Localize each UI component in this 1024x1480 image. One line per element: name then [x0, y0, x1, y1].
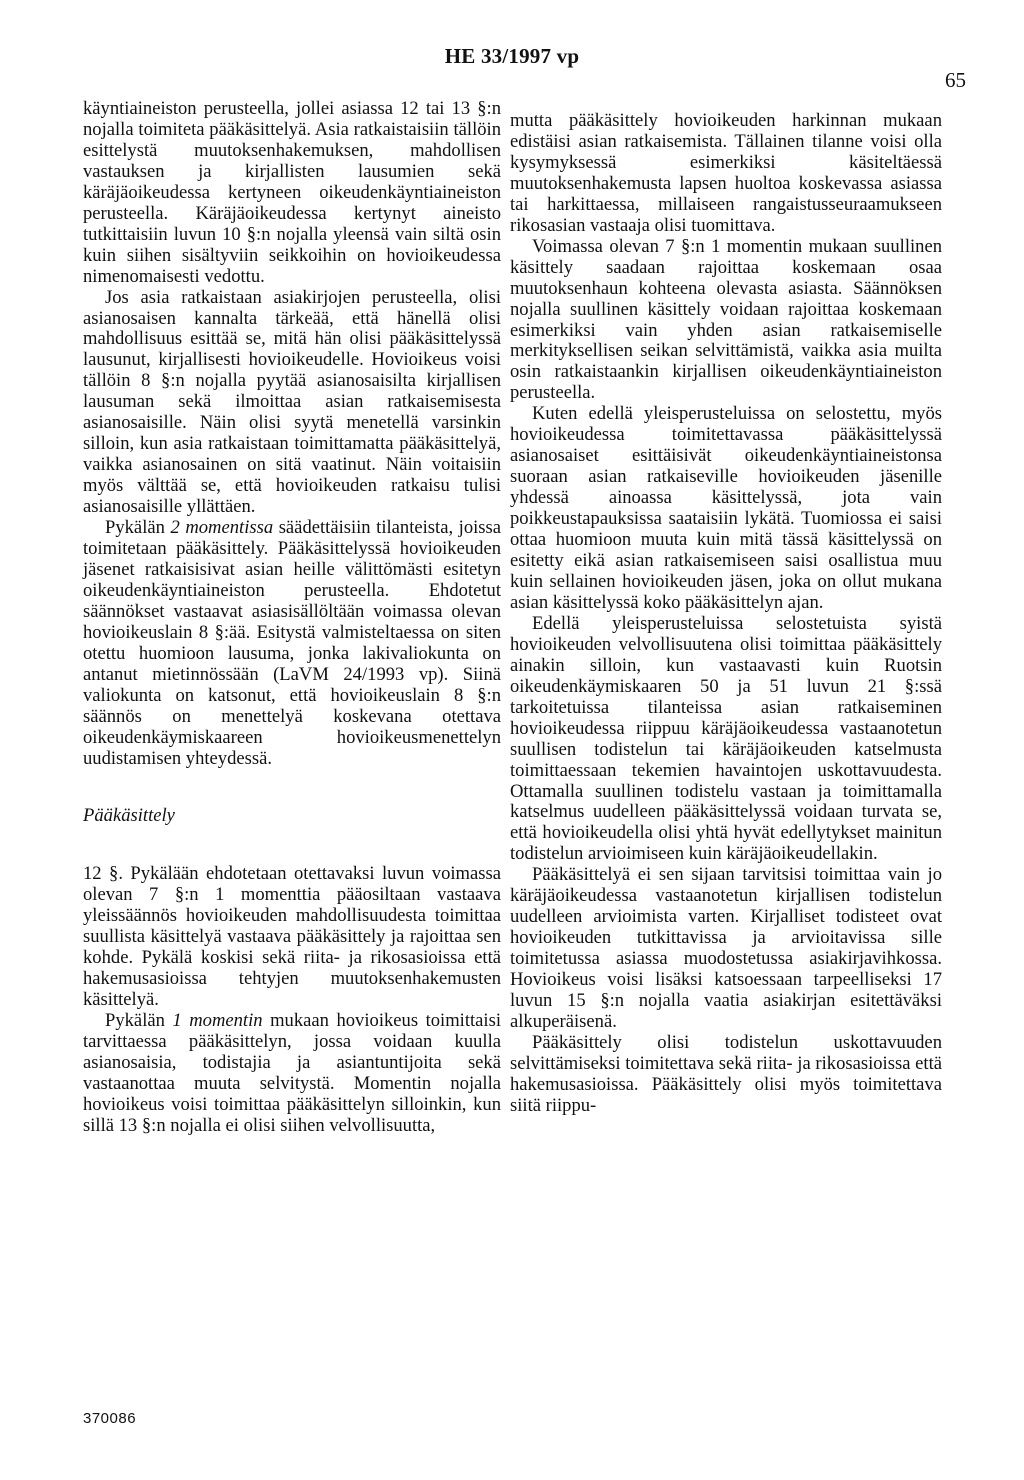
paragraph	[83, 1011, 501, 1137]
page-number: 65	[945, 68, 966, 92]
paragraph: Kuten edellä yleisperusteluissa on selostettu, myös hovioikeudessa toimitettavassa pääkäsittelyssä asianosaiset esittäisivät oikeudenkäyntiaineistonsa suoraan asian ratkaiseville hovioikeuden jäsenille yhdessä ainoassa käsittelyssä, jota vain poikkeustapauksissa saataisiin lykätä. Tuomiossa ei saisi ottaa huomioon muuta kuin mitä tässä käsittelyssä on esitetty eikä asian ratkaisemiseen saisi osallistua muu kuin sellainen hovioikeuden jäsen, joka on ollut mukana asian käsittelyssä koko pääkäsittelyn ajan.	[510, 403, 942, 613]
paragraph: Voimassa olevan 7 §:n 1 momentin mukaan suullinen käsittely saadaan rajoittaa koskemaan osaa muutoksenhaun kohteena olevasta asiasta. Säännöksen nojalla suullinen käsittely voidaan rajoittaa koskemaan esimerkiksi vain yhden asian ratkaisemiselle merkityksellisen seikan selvittämistä, vaikka asia muilta osin ratkaistaankin kirjallisen oikeudenkäyntiaineiston perusteella.	[510, 235, 942, 404]
paragraph	[83, 518, 501, 769]
paragraph: Jos asia ratkaistaan asiakirjojen perusteella, olisi asianosaisen kannalta tärkeää, että hänellä olisi mahdollisuus esittää se, mitä hän olisi pääkäsittelyssä lausunut, kirjallisesti hovioikeudelle. Hovioikeus voisi tällöin 8 §:n nojalla pyytää asianosaisilta kirjallisen lausuman sekä ilmoittaa asian ratkaisemisesta asianosaisille. Näin olisi syytä menetellä varsinkin silloin, kun asia ratkaistaan toimittamatta pääkäsittelyä, vaikka asianosainen on sitä vaatinut. Näin voitaisiin myös välttää se, että hovioikeuden ratkaisu tulisi asianosaisille yllättäen.	[83, 286, 501, 518]
emphasized-reference: 2 momentissa	[170, 517, 274, 539]
paragraph-text: säädettäisiin tilanteista, joissa toimitetaan pääkäsittely. Pääkäsittelyssä hovioikeuden jäsenet ratkaisisivat asian heille välittömästi esitetyn oikeudenkäyntiaineiston perusteella. Ehdotetut säännökset vastaavat asiasisällöltään voimassa olevan hovioikeuslain 8 §:ää. Esitystä valmisteltaessa on siten otettu huomioon lausuma, jonka lakivaliokunta on antanut mietinnössään (LaVM 24/1993 vp). Siinä valiokunta on katsonut, että hovioikeuslain 8 §:n säännös on menettelyä koskevana otettava oikeudenkäymiskaareen hovioikeusmenettelyn uudistamisen yhteydessä.	[83, 517, 502, 769]
paragraph-text: mukaan hovioikeus toimittaisi tarvittaessa pääkäsittelyn, jossa voidaan kuulla asianosaisia, todistajia ja asiantuntijoita sekä vastaanottaa muuta selvitystä. Momentin nojalla hovioikeus voisi toimittaa pääkäsittelyn silloinkin, kun sillä 13 §:n nojalla ei olisi siihen velvollisuutta,	[83, 1010, 501, 1136]
paragraph: käyntiaineiston perusteella, jollei asiassa 12 tai 13 §:n nojalla toimiteta pääkäsittelyä. Asia ratkaistaisiin tällöin esittelystä muutoksenhakemuksen, mahdollisen vastauksen ja kirjallisten lausumien sekä käräjäoikeudessa kertyneen oikeudenkäyntiaineiston perusteella. Käräjäoikeudessa kertynyt aineisto tutkittaisiin luvun 10 §:n nojalla yleensä vain siltä osin kuin siihen sisältyviin seikkoihin on hovioikeudessa nimenomaisesti vedottu.	[83, 98, 501, 287]
paragraph: Pääkäsittelyä ei sen sijaan tarvitsisi toimittaa vain jo käräjäoikeudessa vastaanotetun kirjallisen todistelun uudelleen arvioimista varten. Kirjalliset todisteet ovat hovioikeuden tutkittavissa ja arvioitavissa sille toimitetussa asiassa muodostetussa asiakirjavihkossa. Hovioikeus voisi lisäksi katsoessaan tarpeelliseksi 17 luvun 15 §:n nojalla vaatia asiakirjan esitettäväksi alkuperäisenä.	[510, 864, 942, 1032]
paragraph-text: Pykälän	[105, 1010, 173, 1032]
paragraph-text: Pykälän	[105, 517, 171, 539]
document-header-title: HE 33/1997 vp	[444, 44, 580, 68]
paragraph: Edellä yleisperusteluissa selostetuista syistä hovioikeuden velvollisuutena olisi toimittaa pääkäsittely ainakin silloin, kun vastaavasti kuin Ruotsin oikeudenkäymiskaaren 50 ja 51 luvun 21 §:ssä tarkoitetuissa tilanteissa asian ratkaiseminen hovioikeudessa riippuu käräjäoikeudessa vastaanotetun suullisen todistelun tai käräjäoikeuden katselmusta toimittaessaan tekemien havaintojen uskottavuudesta. Ottamalla suullinen todistelu vastaan ja toimittamalla katselmus uudelleen pääkäsittelyssä voidaan turvata se, että hovioikeudella olisi yhtä hyvät edellytykset mainitun todistelun arvioimiseen kuin käräjäoikeudellakin.	[510, 612, 942, 865]
right-text-column	[510, 111, 942, 1117]
paragraph: 12 §. Pykälään ehdotetaan otettavaksi luvun voimassa olevan 7 §:n 1 momenttia pääosiltaan vastaava yleissäännös hovioikeuden mahdollisuudesta toimittaa suullista käsittelyä vastaava pääkäsittely ja rajoittaa sen kohde. Pykälä koskisi sekä riita- ja rikosasioissa että hakemusasioissa tehtyjen muutoksenhakemusten käsittelyä.	[83, 863, 501, 1011]
footer-print-code: 370086	[83, 1410, 137, 1427]
paragraph: Pääkäsittely olisi todistelun uskottavuuden selvittämiseksi toimitettava sekä riita- ja rikosasioissa että hakemusasioissa. Pääkäsittely olisi myös toimitettava siitä riippu-	[510, 1031, 942, 1116]
emphasized-reference: 1 momentin	[172, 1010, 263, 1032]
paragraph: mutta pääkäsittely hovioikeuden harkinnan mukaan edistäisi asian ratkaisemista. Tällainen tilanne voisi olla kysymyksessä esimerkiksi käsiteltäessä muutoksenhakemusta lapsen huoltoa koskevassa asiassa tai harkittaessa, millaiseen rangaistusseuraamukseen rikosasian vastaaja olisi tuomittava.	[510, 110, 942, 236]
section-heading: Pääkäsittely	[83, 804, 175, 826]
left-text-column	[83, 99, 501, 1137]
